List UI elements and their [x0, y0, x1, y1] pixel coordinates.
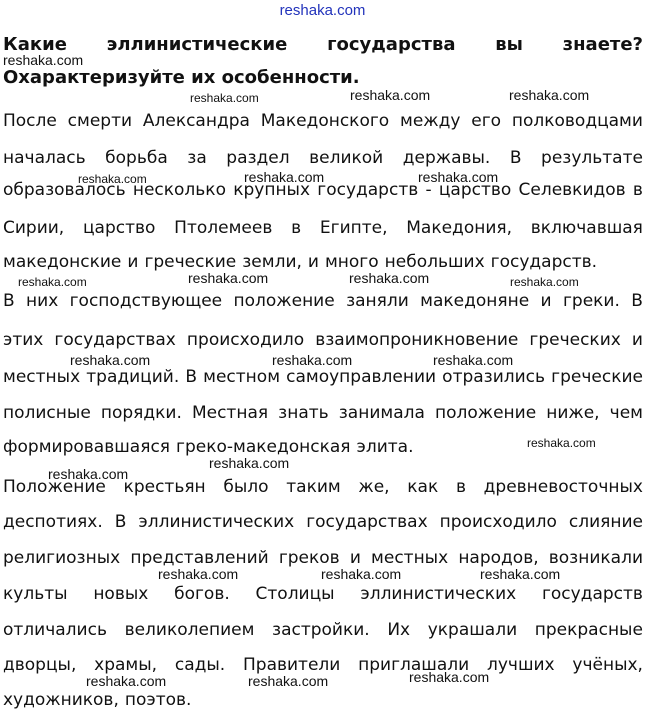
word: Египте,: [319, 218, 388, 238]
word: образовалось: [3, 180, 126, 200]
word: и: [127, 252, 139, 272]
watermark: reshaka.com: [188, 270, 269, 286]
word: заняли: [346, 291, 409, 311]
word: занимала: [338, 403, 425, 423]
word: государств: [541, 584, 643, 604]
word: Их: [387, 620, 411, 640]
word: В: [185, 367, 198, 387]
word: полководцами: [511, 111, 643, 131]
watermark: reshaka.com: [3, 52, 84, 68]
word: приглашали: [358, 655, 470, 675]
answer-line: [3, 217, 643, 239]
word: порядки.: [100, 403, 182, 423]
word: древневосточных: [483, 477, 643, 497]
word: происходило: [439, 512, 557, 532]
answer-line: [3, 583, 643, 605]
word: После: [3, 111, 57, 131]
word: же,: [358, 477, 390, 497]
watermark: reshaka.com: [48, 466, 129, 482]
word: в: [455, 477, 466, 497]
word: сады.: [174, 655, 226, 675]
word: Правители: [243, 655, 341, 675]
word: господствующее: [69, 291, 223, 311]
word: Столицы: [255, 584, 335, 604]
word: лучших: [486, 655, 555, 675]
word: Какие: [3, 34, 67, 55]
watermark: reshaka.com: [480, 566, 561, 582]
question-title-line-2: Охарактеризуйте их особенности.: [3, 67, 360, 88]
watermark: reshaka.com: [350, 87, 431, 103]
word: государства: [327, 34, 456, 55]
word: -: [425, 180, 432, 200]
word: дворцы,: [3, 655, 77, 675]
word: в: [291, 218, 302, 238]
word: возникали: [548, 548, 643, 568]
word: В: [509, 148, 522, 168]
word: Селевкидов: [518, 180, 626, 200]
word: результате: [541, 148, 643, 168]
word: борьба: [105, 148, 168, 168]
word: В: [114, 512, 127, 532]
word: местных: [3, 367, 81, 387]
word: богов.: [174, 584, 230, 604]
watermark: reshaka.com: [418, 169, 499, 185]
word: и: [349, 548, 361, 568]
watermark: reshaka.com: [18, 275, 87, 289]
site-header-link[interactable]: reshaka.com: [279, 2, 366, 19]
word: таким: [286, 477, 341, 497]
watermark: reshaka.com: [158, 566, 239, 582]
word: положение: [233, 291, 335, 311]
answer-line: [3, 147, 643, 169]
word: знаете?: [562, 34, 643, 55]
word: Александра: [142, 111, 250, 131]
question-title-line-1: [3, 34, 643, 56]
word: началась: [3, 148, 86, 168]
watermark: reshaka.com: [78, 172, 147, 186]
word: отличались: [3, 620, 107, 640]
word: Сирии,: [3, 218, 65, 238]
word: македонские: [3, 252, 122, 272]
word: крупных: [233, 180, 311, 200]
word: земли,: [242, 252, 302, 272]
word: религиозных: [3, 548, 121, 568]
answer-line: [3, 251, 643, 273]
word: государствах: [54, 330, 176, 350]
answer-line: [3, 329, 643, 351]
word: представлений: [130, 548, 269, 568]
word: новых: [93, 584, 149, 604]
word: великой: [309, 148, 384, 168]
word: них: [26, 291, 59, 311]
watermark: reshaka.com: [321, 566, 402, 582]
word: как: [407, 477, 439, 497]
answer-line: [3, 511, 643, 533]
word: народов,: [458, 548, 539, 568]
word: и: [307, 252, 319, 272]
answer-line: [3, 110, 643, 132]
watermark: reshaka.com: [209, 455, 290, 471]
word: государствах: [306, 512, 428, 532]
word: эллинистических: [138, 512, 295, 532]
word: смерти: [67, 111, 133, 131]
word: эллинистические: [106, 34, 288, 55]
word: за: [187, 148, 207, 168]
word: греков: [278, 548, 340, 568]
word: элита.: [356, 437, 414, 457]
word: храмы,: [94, 655, 158, 675]
watermark: reshaka.com: [509, 87, 590, 103]
word: этих: [3, 330, 44, 350]
word: и: [540, 291, 552, 311]
word: между: [400, 111, 461, 131]
word: Птолемеев: [174, 218, 273, 238]
word: украшали: [427, 620, 518, 640]
word: и: [631, 330, 643, 350]
word: раздел: [226, 148, 290, 168]
word: Македонского: [260, 111, 390, 131]
word: греческих: [529, 330, 621, 350]
word: культы: [3, 584, 68, 604]
word: македоняне: [420, 291, 530, 311]
word: взаимопроникновение: [315, 330, 519, 350]
word: местных: [371, 548, 449, 568]
word: крестьян: [123, 477, 206, 497]
word: прекрасные: [534, 620, 643, 640]
word: формировавшаяся: [3, 437, 171, 457]
word: самоуправлении: [286, 367, 437, 387]
word: греко-македонская: [176, 437, 351, 457]
word: греческие: [551, 367, 643, 387]
word: ниже,: [546, 403, 600, 423]
word: деспотиях.: [3, 512, 103, 532]
word: поэтов.: [124, 690, 192, 710]
watermark: reshaka.com: [244, 169, 325, 185]
watermark: reshaka.com: [349, 270, 430, 286]
answer-line: [3, 619, 643, 641]
watermark: reshaka.com: [527, 436, 596, 450]
answer-line: [3, 402, 643, 424]
word: положение: [434, 403, 537, 423]
word: учёных,: [572, 655, 643, 675]
watermark: reshaka.com: [510, 275, 579, 289]
word: Положение: [3, 477, 106, 497]
answer-line: [3, 366, 643, 388]
word: слияние: [568, 512, 643, 532]
word: небольших: [384, 252, 485, 272]
watermark: reshaka.com: [409, 669, 490, 685]
watermark: reshaka.com: [86, 673, 167, 689]
word: В: [631, 291, 643, 311]
word: художников,: [3, 690, 119, 710]
word: чем: [609, 403, 643, 423]
word: Македония,: [406, 218, 513, 238]
word: греки.: [562, 291, 620, 311]
answer-line: [3, 689, 643, 711]
word: эллинистических: [360, 584, 517, 604]
word: государств.: [490, 252, 598, 272]
word: его: [471, 111, 502, 131]
word: в: [632, 180, 643, 200]
word: полисные: [3, 403, 91, 423]
word: включавшая: [530, 218, 643, 238]
answer-line: [3, 290, 643, 312]
word: традиций.: [86, 367, 180, 387]
word: греческие: [144, 252, 237, 272]
watermark: reshaka.com: [272, 352, 353, 368]
word: государств: [317, 180, 419, 200]
word: отразились: [442, 367, 546, 387]
word: несколько: [132, 180, 226, 200]
word: вы: [495, 34, 523, 55]
watermark: reshaka.com: [248, 673, 329, 689]
watermark: reshaka.com: [70, 352, 151, 368]
word: застройки.: [272, 620, 370, 640]
word: местном: [203, 367, 281, 387]
watermark: reshaka.com: [190, 91, 259, 105]
word: В: [3, 291, 15, 311]
word: происходило: [186, 330, 305, 350]
word: царство: [438, 180, 512, 200]
watermark: reshaka.com: [433, 352, 514, 368]
word: было: [223, 477, 269, 497]
word: царство: [82, 218, 156, 238]
word: Местная: [191, 403, 269, 423]
word: державы.: [402, 148, 491, 168]
word: великолепием: [124, 620, 255, 640]
word: много: [324, 252, 379, 272]
word: знать: [278, 403, 329, 423]
